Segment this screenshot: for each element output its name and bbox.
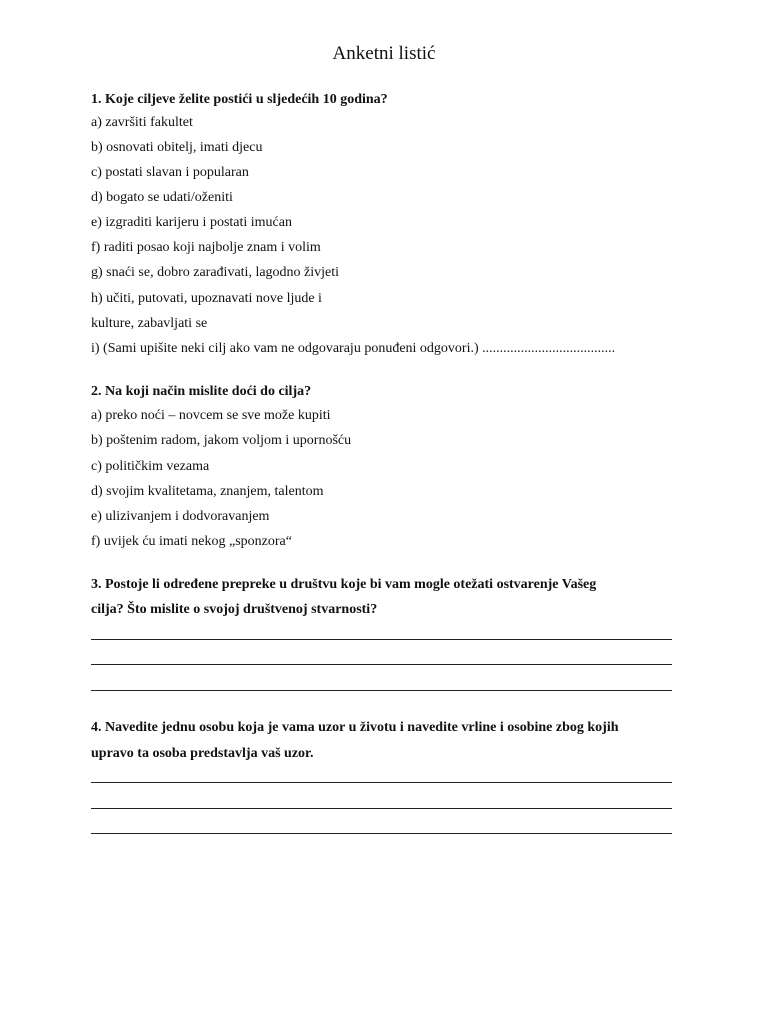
q2-option-f: f) uvijek ću imati nekog „sponzora“ xyxy=(91,534,292,549)
q1-option-d: d) bogato se udati/oženiti xyxy=(91,190,233,205)
q1-option-h-continued: kulture, zabavljati se xyxy=(91,316,208,331)
q4-answer-line-2[interactable] xyxy=(91,808,672,809)
q1-option-f: f) raditi posao koji najbolje znam i volim xyxy=(91,240,321,255)
q4-answer-line-3[interactable] xyxy=(91,833,672,834)
q2-option-d: d) svojim kvalitetama, znanjem, talentom xyxy=(91,484,324,499)
q3-answer-line-2[interactable] xyxy=(91,664,672,665)
q3-answer-line-1[interactable] xyxy=(91,639,672,640)
q2-option-e: e) ulizivanjem i dodvoravanjem xyxy=(91,509,270,524)
q1-option-b: b) osnovati obitelj, imati djecu xyxy=(91,140,263,155)
question-4-line-2: upravo ta osoba predstavlja vaš uzor. xyxy=(91,746,314,761)
q1-option-c: c) postati slavan i popularan xyxy=(91,165,249,180)
q1-option-h: h) učiti, putovati, upoznavati nove ljude i xyxy=(91,291,322,306)
page-title: Anketni listić xyxy=(332,43,436,64)
q2-option-c: c) političkim vezama xyxy=(91,459,210,474)
q1-option-i: i) (Sami upišite neki cilj ako vam ne odgovaraju ponuđeni odgovori.) ...................................... xyxy=(91,341,616,356)
q2-option-a: a) preko noći – novcem se sve može kupiti xyxy=(91,408,331,423)
q1-option-e: e) izgraditi karijeru i postati imućan xyxy=(91,215,292,230)
question-2: 2. Na koji način mislite doći do cilja? xyxy=(91,384,312,399)
question-3-line-1: 3. Postoje li određene prepreke u društvu koje bi vam mogle otežati ostvarenje Vašeg xyxy=(91,577,597,592)
question-3-line-2: cilja? Što mislite o svojoj društvenoj stvarnosti? xyxy=(91,602,378,617)
question-1: 1. Koje ciljeve želite postići u sljedećih 10 godina? xyxy=(91,92,388,107)
q1-option-g: g) snaći se, dobro zarađivati, lagodno živjeti xyxy=(91,265,340,280)
q3-answer-line-3[interactable] xyxy=(91,690,672,691)
q1-option-a: a) završiti fakultet xyxy=(91,115,193,130)
q2-option-b: b) poštenim radom, jakom voljom i upornošću xyxy=(91,433,352,448)
q4-answer-line-1[interactable] xyxy=(91,782,672,783)
question-4-line-1: 4. Navedite jednu osobu koja je vama uzor u životu i navedite vrline i osobine zbog kojih xyxy=(91,720,619,735)
